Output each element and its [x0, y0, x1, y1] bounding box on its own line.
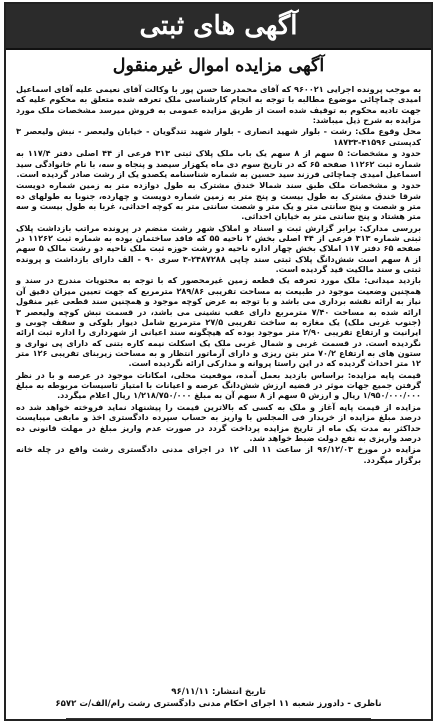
section-banner [6, 4, 431, 50]
paragraph-inspection: بازدید میدانی: ملک مورد تعرفه یک قطعه زمین غیرمحصور که با توجه به محتویات مندرج در سند و همچنین وضعیت موجود در طبیعت به مساحت تقریبی ۲۸۹/۸۶ مترمربع که جهت تعیین میزان دقیق آن نیاز به ارائه نقشه برداری می باشد و با توجه به عرض کوچه موجود و همچنین سند قطعی غیر منقول ارائه شده به مساحت ۷/۴۰ مترمربع دارای عقب نشینی می باشد، در قسمت نبش کوچه ولیعصر ۳ (جنوب غربی ملک) یک مغازه به ساخت تقریبی ۲۷/۵ مترمربع شامل دیوار بلوکی و سقف چوبی و ایرانیت و ارتفاع تقریبی ۲/۹۰ متر موجود بوده که هیچگونه سند اعیانی از شهرداری را اداره ثبت ارائه نگردیده است. در قسمت غربی و شمال غربی ملک یک اسکلت نیمه کاره بتنی که دارای پی نواری و ستون های به ارتفاع ۷۰/۲ متر بتن ریزی و دارای آرماتور انتظار و به مساحت زیربنای تقریبی ۱۲۶ متر ۱۲ متر احداث گردیده که در این راستا پروانه و مدارکی ارائه نگردیده است. [16, 275, 421, 369]
paragraph-location: محل وقوع ملک: رشت - بلوار شهید انصاری - بلوار شهید تندگویان - خیابان ولیعصر - نبش ولیعصر ۳ کدپستی ۴۱۵۹۶-۱۸۷۳۳ [16, 126, 421, 147]
notice-title: آگهی مزایده اموال غیرمنقول [112, 56, 325, 76]
publish-date: تاریخ انتشار: ۹۶/۱۱/۱۱ [171, 687, 266, 697]
notice-footer [16, 686, 421, 711]
paragraph-documents: بررسی مدارک: برابر گزارش ثبت و اسناد و املاک شهر رشت منضم در پرونده مراتب بازداشت پلاک ثبتی شماره ۳۱۳ فرعی از ۴۴ اصلی بخش ۲ ناحیه ۵۵ که فاقد ساختمان بوده به شماره ثبت ۱۱۲۶۲ در صفحه ۶۵ دفتر ۱۱۷ املاک بخش چهار اداره ناحیه دو رشت حوزه ثبت ملک ناحیه دو رشت مالک ۵ سهم از ۸ سهم است شش‌دانگ پلاک ثبتی سند چاپی ۲۴۸۷۲۸۸-۳ سری ۹۰ - الف دارای بازداشت و پرونده ثبتی و سند مالکیت قید گردیده است. [16, 222, 422, 275]
banner-title: آگهی های ثبتی [139, 11, 298, 41]
notice-frame [4, 2, 433, 721]
notice-body [16, 84, 421, 466]
paragraph-date-place: مزایده در مورخ ۹۶/۱۲/۰۳ از ساعت ۱۱ الی ۱۲ در اجرای مدنی دادگستری رشت واقع در چله خانه برگزار میگردد. [16, 444, 422, 465]
bottom-divider [66, 718, 371, 719]
paragraph-specs: حدود و مشخصات: ۵ سهم از ۸ سهم یک باب ملک پلاک ثبتی ۳۱۳ فرعی از ۴۴ اصلی دفتر ۱۱۷/۴ به شماره ثبت ۱۱۲۶۲ صفحه ۶۵ که در تاریخ سوم دی ماه یکهزار سیصد و پنجاه و سه، با نام خانوادگی سید اسماعیل امیدی چماچائی فرزند سید حسین به شماره شناسنامه یکصدو یک از رشت صادر گردیده است. [16, 148, 421, 179]
paragraph-boundaries: حدود و مشخصات ملک طبق سند شمالا خندق مشترک به طول دوازده متر به زمین شماره دویست شرقا خندق مشترک به طول بیست و پنج متر به زمین شماره دویست و چهارده، جنوبا به طولهای ده متر و شصت و پنج سانتی متر و یک متر و شصت سانتی متر به کوچه احداثی، غربا به طول بیست و سه متر هشتاد و پنج سانتی متر به خیابان احداثی. [16, 180, 421, 222]
paragraph-intro: به موجب پرونده اجرایی ۹۶۰۰۲۱ که آقای محمدرضا حسن پور با وکالت آقای نعیمی علیه آقای اسماعیل امیدی چماچائی موضوع مطالبه با توجه به انجام کارشناسی ملک تعرفه شده متعلق به محکوم علیه که جهت تادیه محکوم به توقیف شده است از طریق مزایده عمومی به فروش میرسد مشخصات ملک مورد مزایده به شرح ذیل میباشد: [16, 84, 421, 126]
paragraph-base-price: قیمت پایه مزایده: براساس بازدید بعمل آمده، موقعیت محلی، امکانات موجود در عرصه و با در نظر گرفتن جمیع جهات موثر در قضیه ارزش شش‌دانگ عرصه و اعیانات با امتیاز تاسیسات مربوطه به مبلغ ۱/۹۵۰/۰۰۰/۰۰۰ ریال و ارزش ۵ سهم از ۸ سهم آن به مبلغ ۱/۲۱۸/۷۵۰/۰۰۰ ریال اعلام میگردد. [16, 369, 421, 401]
paragraph-terms: مزایده از قیمت پایه آغاز و ملک به کسی که بالاترین قیمت را پیشنهاد نماید فروخته خواهد شد ده درصد مبلغ مزایده از خریدار فی المجلس با واریز به حساب سپرده دادگستری اخذ و مابقی میبایست حداکثر به مدت یک ماه از تاریخ مزایده پرداخت گردد در صورت عدم واریز مبلغ در مهلت قانونی ده درصد واریزی به نفع دولت ضبط خواهد شد. [16, 401, 421, 443]
signature: ناظری - دادورز شعبه ۱۱ اجرای احکام مدنی دادگستری رشت رام/الف/ت ۶۵۷۲ [55, 699, 382, 710]
